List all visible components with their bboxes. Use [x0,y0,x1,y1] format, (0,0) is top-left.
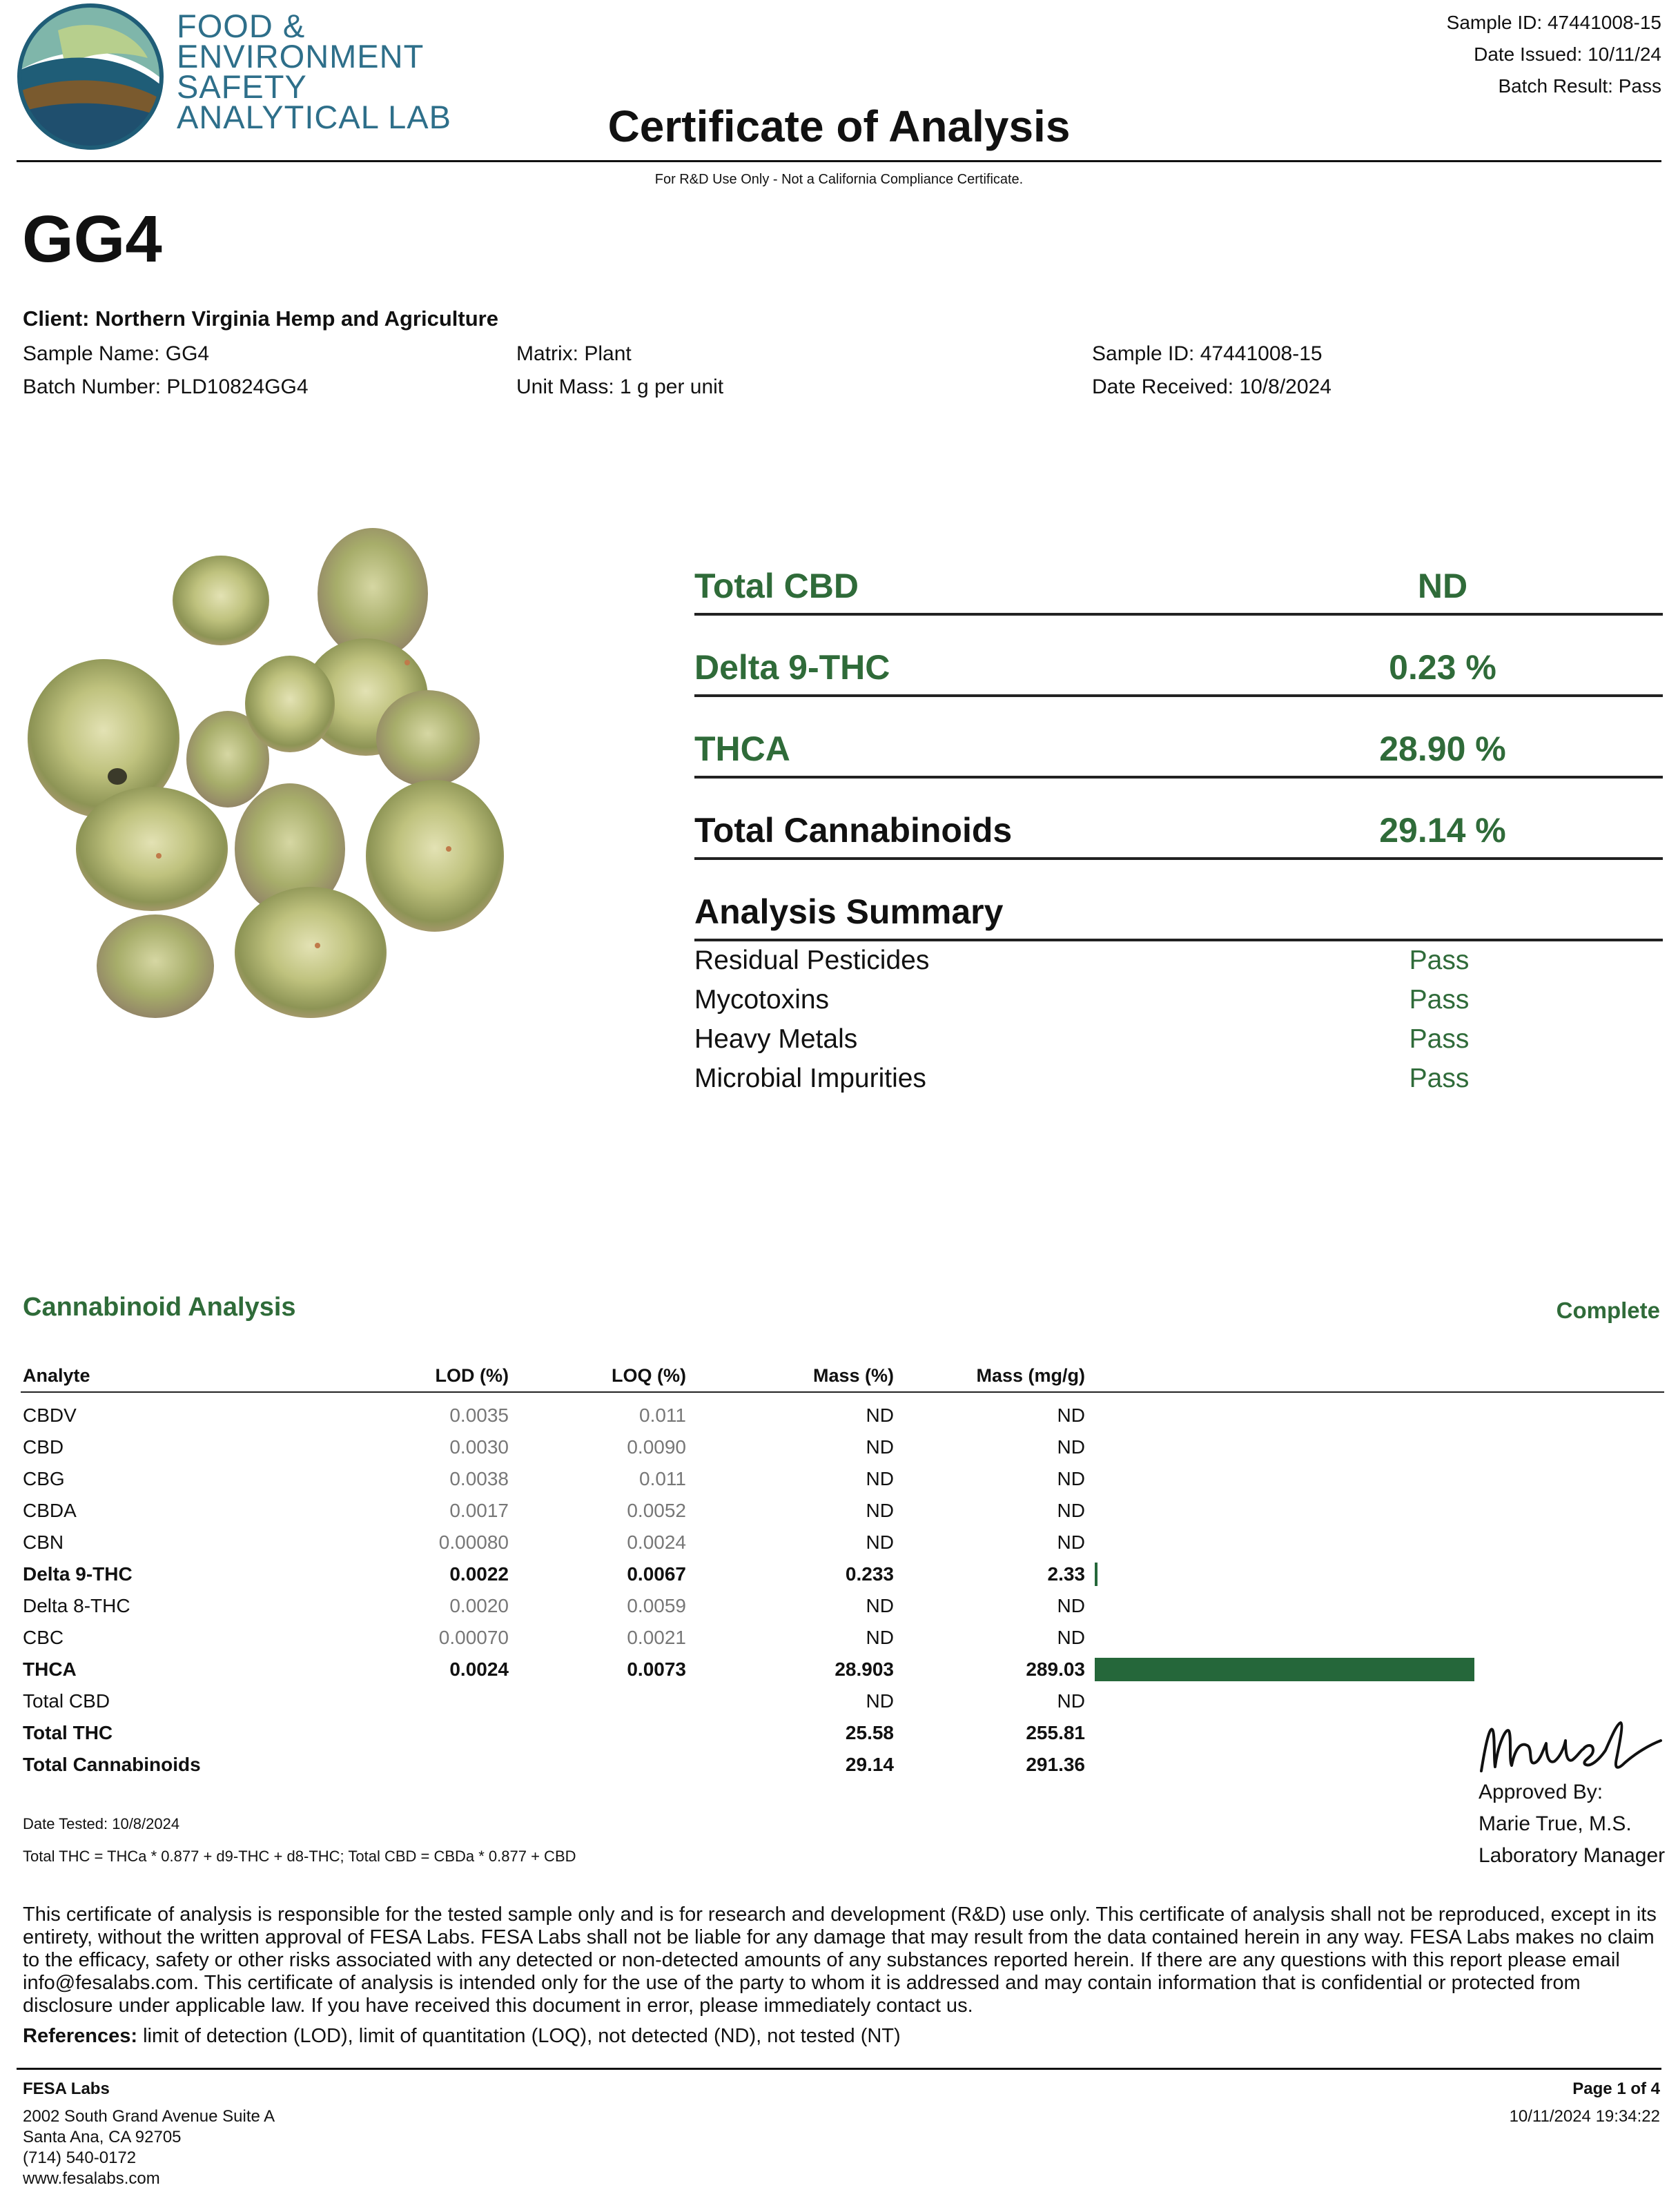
cell-mass-pct: ND [866,1690,894,1712]
analysis-summary-title: Analysis Summary [694,892,1004,931]
cell-mass-mg: ND [1057,1627,1085,1648]
cell-analyte: CBC [23,1627,64,1648]
sample-id: Sample ID: 47441008-15 [1092,342,1323,365]
table-row [0,1558,1678,1590]
table-row [0,1685,1678,1717]
cell-loq: 0.0073 [627,1658,686,1680]
table-row [0,1749,1678,1781]
footer-divider [17,2068,1661,2070]
cell-loq: 0.0067 [627,1563,686,1585]
analysis-item-result: Pass [1409,1064,1470,1093]
table-row [0,1495,1678,1527]
analysis-item-label: Heavy Metals [694,1024,858,1054]
header-batch-result: Batch Result: Pass [1498,75,1661,97]
signature [1477,1717,1664,1779]
client-name: Client: Northern Virginia Hemp and Agriculture [23,306,498,331]
summary-total-cbd-label: Total CBD [694,567,859,605]
table-row [0,1463,1678,1495]
table-row [0,1622,1678,1654]
cell-lod: 0.0035 [449,1404,509,1426]
references-label: References: [23,2025,138,2047]
cell-analyte: CBDA [23,1500,77,1521]
summary-divider [694,857,1663,860]
summary-d9thc-label: Delta 9-THC [694,648,890,687]
cell-lod: 0.00080 [438,1531,509,1553]
analysis-item-label: Residual Pesticides [694,946,930,975]
cell-lod: 0.0030 [449,1436,509,1458]
cell-mass-pct: 0.233 [845,1563,894,1585]
references-text: limit of detection (LOD), limit of quantitation (LOQ), not detected (ND), not tested (NT) [137,2025,901,2047]
cell-mass-mg: 289.03 [1026,1658,1085,1680]
summary-total-cbd-value: ND [1417,567,1468,605]
col-header-analyte: Analyte [23,1365,90,1386]
cell-loq: 0.0059 [627,1595,686,1616]
header-sample-id: Sample ID: 47441008-15 [1446,12,1661,33]
cell-analyte: Total Cannabinoids [23,1754,201,1775]
footer-address-line1: 2002 South Grand Avenue Suite A [23,2107,275,2126]
cannabinoid-analysis-status: Complete [1556,1298,1660,1323]
cell-lod: 0.0038 [449,1468,509,1489]
table-row [0,1400,1678,1431]
summary-divider [694,776,1663,779]
summary-divider [694,694,1663,697]
table-row [0,1590,1678,1622]
cell-analyte: CBD [23,1436,64,1458]
logo-line: ENVIRONMENT [177,38,425,75]
footer-page-info [1510,2079,1660,2127]
product-photo [21,525,559,1104]
cell-mass-mg: ND [1057,1690,1085,1712]
cell-mass-mg: 2.33 [1047,1563,1085,1585]
cell-analyte: Total CBD [23,1690,110,1712]
unit-mass: Unit Mass: 1 g per unit [516,375,724,398]
page-number: Page 1 of 4 [1572,2079,1660,2098]
table-row [0,1527,1678,1558]
matrix: Matrix: Plant [516,342,632,365]
mass-bar [1095,1563,1097,1586]
cell-mass-pct: ND [866,1595,894,1616]
cell-mass-pct: ND [866,1436,894,1458]
analysis-item-result: Pass [1409,1024,1470,1054]
logo-line: FOOD & [177,8,306,44]
sample-name: Sample Name: GG4 [23,342,210,365]
date-tested: Date Tested: 10/8/2024 [23,1815,180,1832]
rd-use-note: For R&D Use Only - Not a California Compliance Certificate. [654,172,1024,187]
cell-lod: 0.00070 [438,1627,509,1648]
summary-total-cannabinoids-value: 29.14 % [1379,811,1506,850]
approver-name: Marie True, M.S. [1479,1812,1632,1835]
header-meta [1447,7,1661,102]
batch-number: Batch Number: PLD10824GG4 [23,375,309,398]
cell-mass-pct: 25.58 [845,1722,894,1743]
cell-mass-mg: ND [1057,1404,1085,1426]
cell-mass-mg: ND [1057,1531,1085,1553]
cell-mass-pct: ND [866,1627,894,1648]
summary-divider [694,939,1663,941]
product-name: GG4 [22,202,162,276]
footer-company: FESA Labs [23,2079,110,2098]
col-header-loq: LOQ (%) [612,1365,686,1386]
footer-website-link[interactable]: www.fesalabs.com [23,2169,160,2188]
cell-mass-mg: ND [1057,1436,1085,1458]
col-header-mass-pct: Mass (%) [812,1365,894,1386]
col-header-mass-mg: Mass (mg/g) [976,1365,1085,1386]
logo-line: ANALYTICAL LAB [177,99,451,135]
cell-analyte: THCA [23,1658,77,1680]
cell-analyte: CBN [23,1531,64,1553]
approver-title: Laboratory Manager [1479,1844,1666,1867]
cell-analyte: CBG [23,1468,65,1489]
cell-analyte: Total THC [23,1722,113,1743]
summary-divider [694,613,1663,616]
approval-block [1479,1777,1665,1872]
cell-mass-pct: ND [866,1531,894,1553]
cell-lod: 0.0017 [449,1500,509,1521]
cell-analyte: Delta 9-THC [23,1563,133,1585]
analysis-item-result: Pass [1409,946,1470,975]
total-formula: Total THC = THCa * 0.877 + d9-THC + d8-THC; Total CBD = CBDa * 0.877 + CBD [23,1848,576,1865]
cell-mass-pct: 28.903 [835,1658,894,1680]
cell-loq: 0.0052 [627,1500,686,1521]
cell-loq: 0.0090 [627,1436,686,1458]
footer-phone: (714) 540-0172 [23,2149,137,2167]
summary-d9thc-value: 0.23 % [1389,648,1496,687]
header-date-issued: Date Issued: 10/11/24 [1474,43,1661,65]
disclaimer: This certificate of analysis is responsible for the tested sample only and is for research and development (R&D) use only. This certificate of analysis shall not be reproduced, except in its entirety, without the written approval of FESA Labs. FESA Labs shall not be liable for any damage that may result from the data contained herein in any way. FESA Labs makes no claim to the efficacy, safety or other risks associated with any detected or non-detected amounts of any substances reported herein. If there are any questions with this report please email info@fesalabs.com. This certificate of analysis is intended only for the use of the party to whom it is addressed and may contain information that is confidential or protected from disclosure under applicable law. If you have received this document in error, please immediately contact us. [23,1903,1657,2017]
cell-mass-mg: ND [1057,1468,1085,1489]
document-title: Certificate of Analysis [607,101,1071,151]
table-row [0,1431,1678,1463]
table-header-divider [21,1391,1664,1393]
analysis-item-label: Microbial Impurities [694,1064,926,1093]
cell-loq: 0.011 [639,1404,686,1426]
date-received: Date Received: 10/8/2024 [1092,375,1331,398]
logo-line: SAFETY [177,68,307,105]
cell-mass-pct: ND [866,1468,894,1489]
cell-mass-pct: ND [866,1500,894,1521]
analysis-item-label: Mycotoxins [694,985,830,1015]
cell-lod: 0.0022 [449,1563,509,1585]
cell-analyte: CBDV [23,1404,77,1426]
col-header-lod: LOD (%) [435,1365,509,1386]
cell-lod: 0.0020 [449,1595,509,1616]
footer-address [23,2079,275,2189]
summary-total-cannabinoids-label: Total Cannabinoids [694,811,1013,850]
summary-thca-label: THCA [694,730,790,768]
footer-address-line2: Santa Ana, CA 92705 [23,2128,182,2146]
cell-loq: 0.0021 [627,1627,686,1648]
footer-timestamp: 10/11/2024 19:34:22 [1509,2107,1660,2126]
cell-lod: 0.0024 [449,1658,509,1680]
cell-mass-mg: ND [1057,1595,1085,1616]
cell-loq: 0.0024 [627,1531,686,1553]
cell-mass-pct: ND [866,1404,894,1426]
cell-mass-pct: 29.14 [845,1754,894,1775]
cell-mass-mg: 255.81 [1026,1722,1085,1743]
table-row [0,1717,1678,1749]
table-row [0,1654,1678,1685]
approved-by-label: Approved By: [1479,1781,1603,1803]
cell-mass-mg: ND [1057,1500,1085,1521]
header-divider [17,160,1661,162]
cannabinoid-analysis-title: Cannabinoid Analysis [23,1293,296,1322]
cell-mass-mg: 291.36 [1026,1754,1085,1775]
summary-thca-value: 28.90 % [1379,730,1506,768]
mass-bar [1095,1658,1474,1681]
cell-analyte: Delta 8-THC [23,1595,130,1616]
analysis-item-result: Pass [1409,985,1470,1015]
cell-loq: 0.011 [639,1468,686,1489]
references [23,2025,901,2048]
